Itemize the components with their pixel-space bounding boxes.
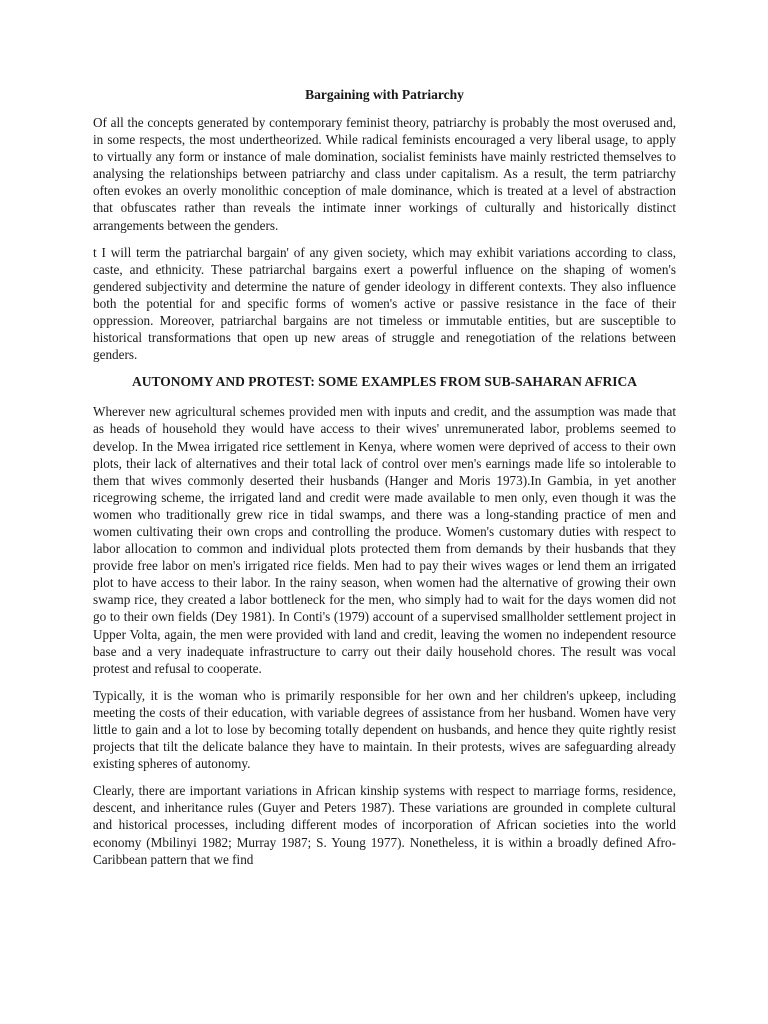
paragraph-intro-1: Of all the concepts generated by contemporary feminist theory, patriarchy is probably the most overused and, in some respects, the most undertheorized. While radical feminists encouraged a very liberal usage, to apply to virtually any form or instance of male domination, socialist feminists have mainly restricted themselves to analysing the relationships between patriarchy and class under capitalism. As a result, the term patriarchy often evokes an overly monolithic conception of male dominance, which is treated at a level of abstraction that obfuscates rather than reveals the intimate inner workings of culturally and historically distinct arrangements between the genders. [93,115,676,233]
document-title: Bargaining with Patriarchy [305,87,464,102]
document-page [93,86,676,868]
section-heading: AUTONOMY AND PROTEST: SOME EXAMPLES FROM SUB-SAHARAN AFRICA [132,374,637,390]
paragraph-section-1: Wherever new agricultural schemes provided men with inputs and credit, and the assumption was made that as heads of household they would have access to their wives' unremunerated labor, problems seemed to develop. In the Mwea irrigated rice settlement in Kenya, where women were deprived of access to their own plots, their lack of alternatives and their total lack of control over men's earnings made life so intolerable to them that wives commonly deserted their husbands (Hanger and Moris 1973).In Gambia, in yet another ricegrowing scheme, the irrigated land and credit were made available to men only, even though it was the women who traditionally grew rice in tidal swamps, and there was a long-standing practice of men and women cultivating their own crops and controlling the produce. Women's customary duties with respect to labor allocation to common and individual plots protected them from demands by their husbands that they provide free labor on men's irrigated rice fields. Men had to pay their wives wages or lend them an irrigated plot to have access to their labor. In the rainy season, when women had the alternative of growing their own swamp rice, they created a labor bottleneck for the men, who simply had to wait for the days women did not go to their own fields (Dey 1981). In Conti's (1979) account of a supervised smallholder settlement project in Upper Volta, again, the men were provided with land and credit, leaving the women no independent resource base and a very inadequate infrastructure to carry out their daily household chores. The result was vocal protest and refusal to cooperate. [93,404,676,676]
paragraph-section-2: Typically, it is the woman who is primarily responsible for her own and her children's upkeep, including meeting the costs of their education, with variable degrees of assistance from her husband. Women have very little to gain and a lot to lose by becoming totally dependent on husbands, and hence they quite rightly resist projects that tilt the delicate balance they have to maintain. In their protests, wives are safeguarding already existing spheres of autonomy. [93,687,676,772]
paragraph-section-3: Clearly, there are important variations in African kinship systems with respect to marriage forms, residence, descent, and inheritance rules (Guyer and Peters 1987). These variations are grounded in complete cultural and historical processes, including different modes of incorporation of African societies into the world economy (Mbilinyi 1982; Murray 1987; S. Young 1977). Nonetheless, it is within a broadly defined Afro-Caribbean pattern that we find [93,783,676,867]
paragraph-intro-2: t I will term the patriarchal bargain' of any given society, which may exhibit variations according to class, caste, and ethnicity. These patriarchal bargains exert a powerful influence on the shaping of women's gendered subjectivity and determine the nature of gender ideology in different contexts. They also influence both the potential for and specific forms of women's active or passive resistance in the face of their oppression. Moreover, patriarchal bargains are not timeless or immutable entities, but are susceptible to historical transformations that open up new areas of struggle and renegotiation of the relations between genders. [93,244,676,363]
